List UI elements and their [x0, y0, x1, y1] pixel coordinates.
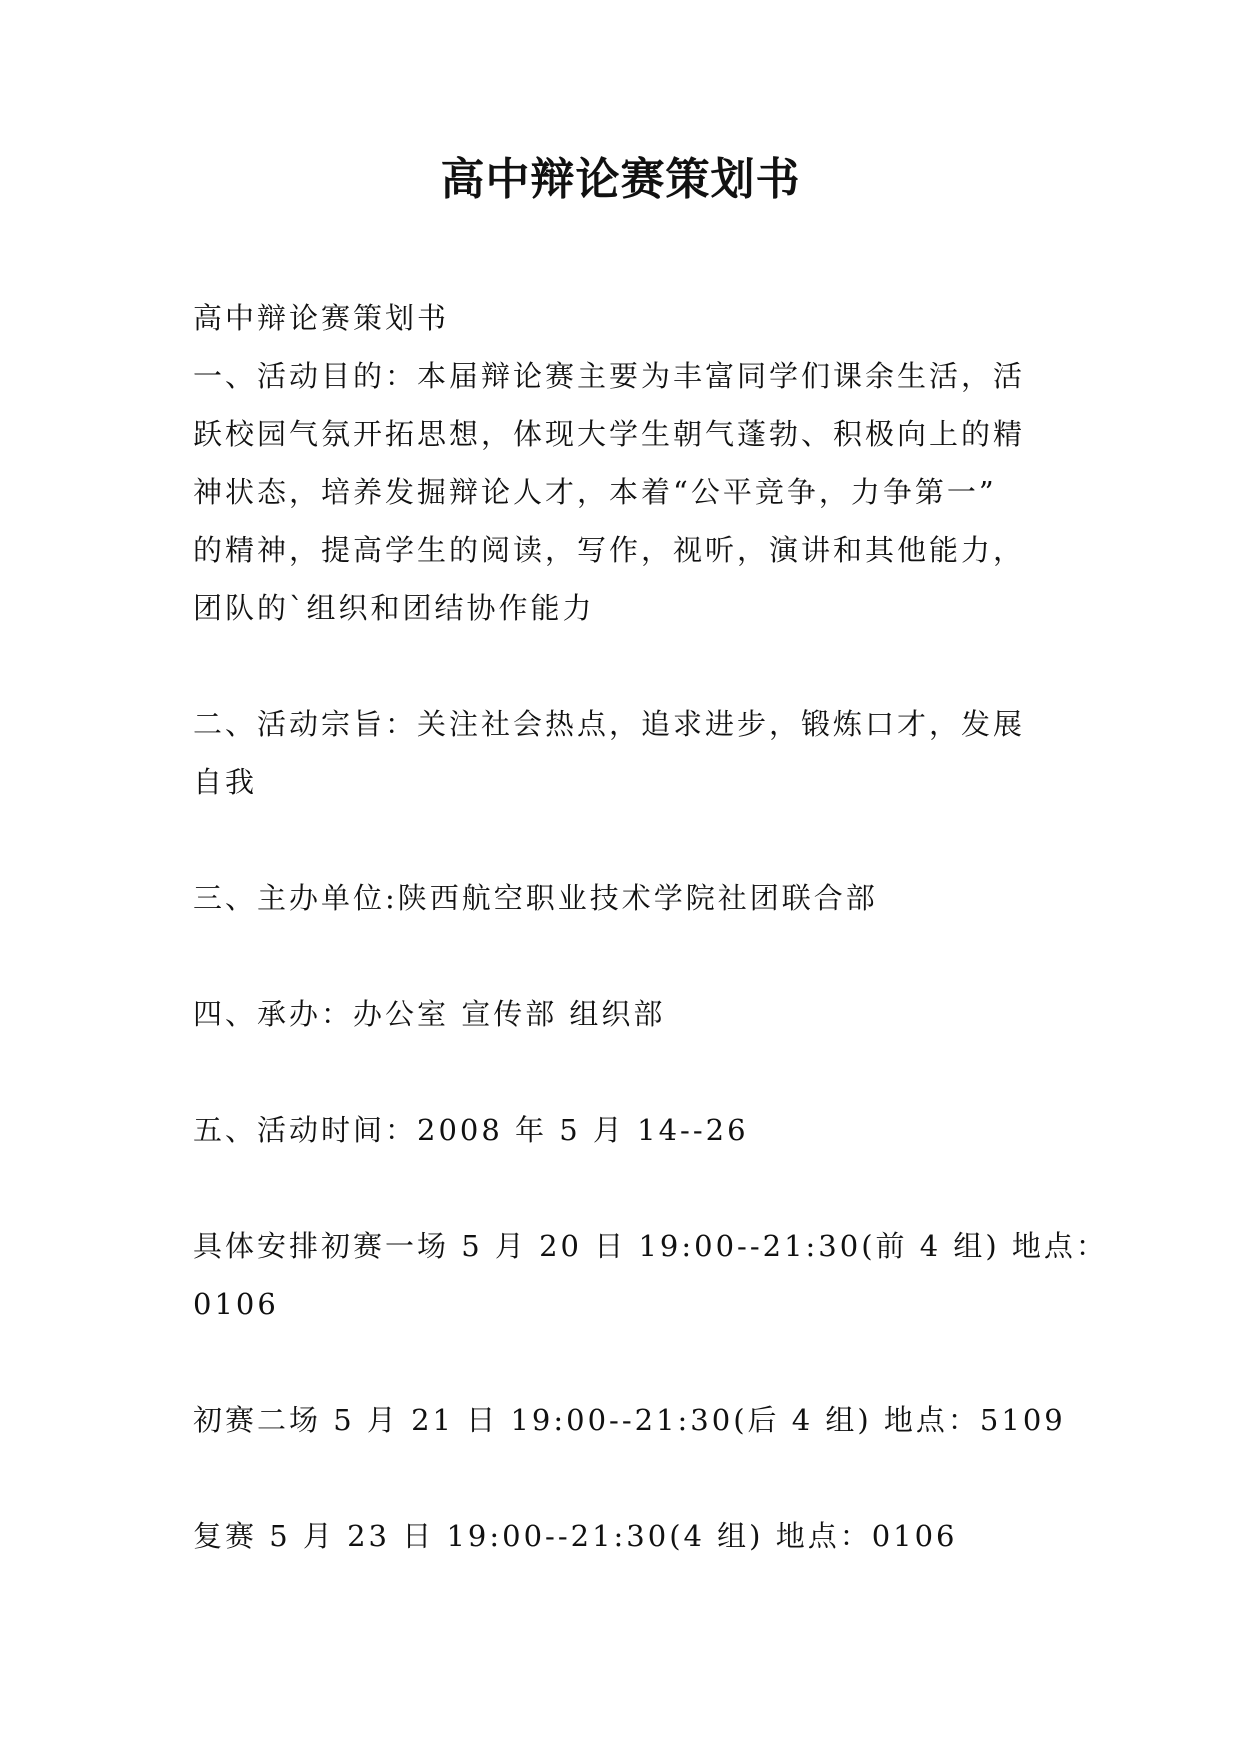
host-paragraph: 三、主办单位:陕西航空职业技术学院社团联合部: [193, 881, 878, 915]
schedule-line: 0106: [193, 1287, 279, 1321]
purpose-line: 团队的`组织和团结协作能力: [193, 591, 595, 625]
schedule-line: 具体安排初赛一场 5 月 20 日 19:00--21:30(前 4 组) 地点：: [193, 1229, 1108, 1263]
purpose-paragraph: [193, 347, 1073, 637]
purpose-line: 的精神，提高学生的阅读，写作，视听，演讲和其他能力，: [193, 533, 1026, 567]
schedule-paragraph-second-round: 复赛 5 月 23 日 19:00--21:30(4 组) 地点：0106: [193, 1519, 958, 1553]
time-paragraph: 五、活动时间：2008 年 5 月 14--26: [193, 1113, 749, 1147]
organizer-paragraph: 四、承办：办公室 宣传部 组织部: [193, 997, 666, 1031]
tenet-paragraph: [193, 695, 1073, 811]
tenet-line: 自我: [193, 765, 258, 799]
purpose-line: 一、活动目的：本届辩论赛主要为丰富同学们课余生活，活: [193, 359, 1026, 393]
schedule-paragraph-first-round-2: 初赛二场 5 月 21 日 19:00--21:30(后 4 组) 地点：5109: [193, 1403, 1066, 1437]
purpose-line: 跃校园气氛开拓思想，体现大学生朝气蓬勃、积极向上的精: [193, 417, 1026, 451]
purpose-line: 神状态，培养发掘辩论人才，本着“公平竞争，力争第一”: [193, 475, 997, 509]
subtitle-paragraph: 高中辩论赛策划书: [193, 301, 450, 335]
tenet-line: 二、活动宗旨：关注社会热点，追求进步，锻炼口才，发展: [193, 707, 1026, 741]
document-title: 高中辩论赛策划书: [440, 154, 801, 205]
schedule-paragraph-first-round-1: [193, 1217, 1108, 1333]
